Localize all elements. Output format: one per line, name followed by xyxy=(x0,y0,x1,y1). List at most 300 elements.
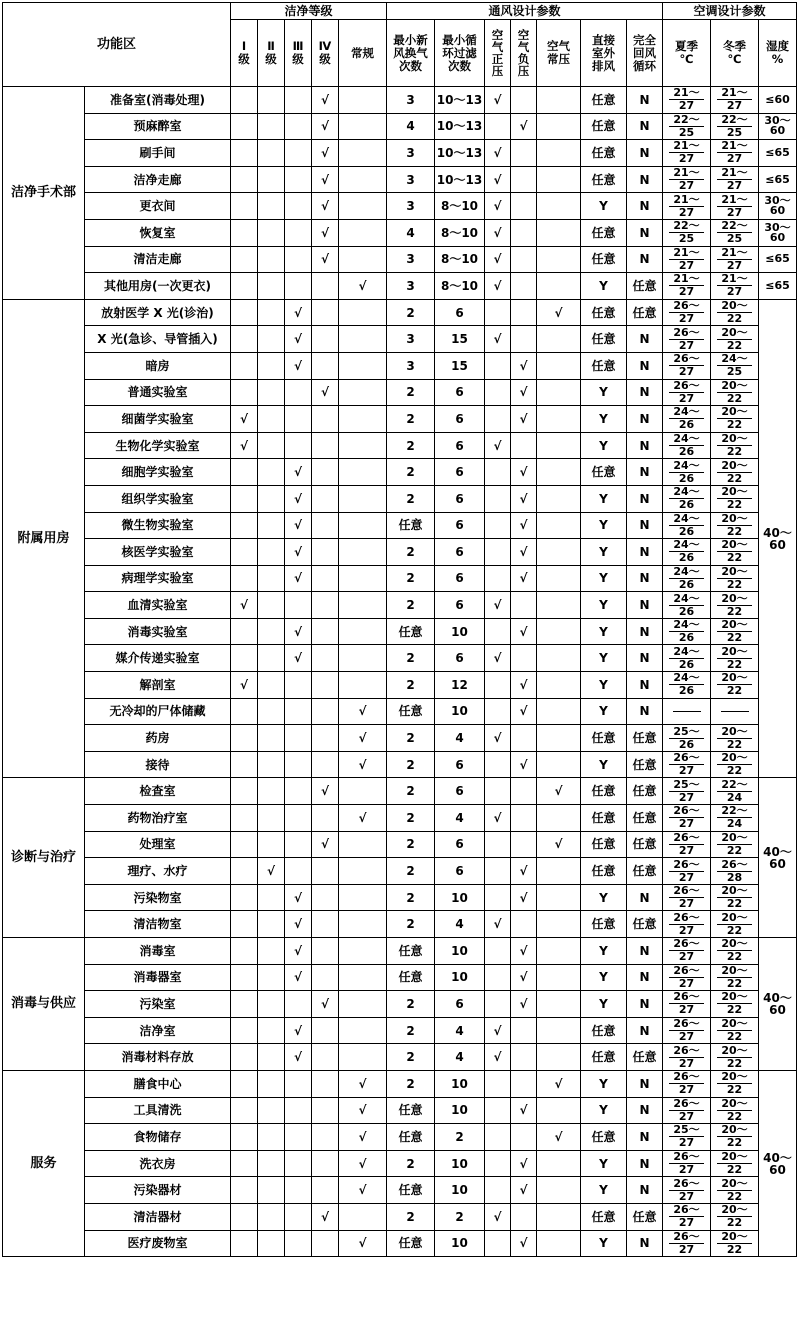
table-row xyxy=(3,299,797,326)
exhaust-cell: 任意 xyxy=(581,725,627,752)
pressure-cell xyxy=(511,805,537,832)
table-row xyxy=(3,379,797,406)
pressure-cell xyxy=(511,299,537,326)
summer-temp xyxy=(663,831,711,858)
dash-line xyxy=(673,711,701,712)
clean-level-cell xyxy=(258,432,285,459)
clean-level-cell: √ xyxy=(231,432,258,459)
recirc-cell: N xyxy=(627,166,663,193)
summer-temp xyxy=(663,406,711,433)
table-row xyxy=(3,1203,797,1230)
pressure-cell xyxy=(511,725,537,752)
exhaust-cell: 任意 xyxy=(581,87,627,114)
summer-temp xyxy=(663,299,711,326)
clean-level-cell xyxy=(231,1177,258,1204)
exhaust-cell: Y xyxy=(581,645,627,672)
temp-range-start: 24～ xyxy=(669,540,704,552)
clean-level-cell: √ xyxy=(231,592,258,619)
clean-level-cell xyxy=(231,991,258,1018)
clean-level-cell: √ xyxy=(339,273,387,300)
fresh-air-rate: 3 xyxy=(387,246,435,273)
room-name: 污染器材 xyxy=(85,1177,231,1204)
pressure-cell: √ xyxy=(485,911,511,938)
pressure-cell xyxy=(511,778,537,805)
clean-level-cell xyxy=(285,725,312,752)
temp-range-end: 27 xyxy=(678,338,695,352)
pressure-cell: √ xyxy=(511,379,537,406)
winter-temp xyxy=(711,273,759,300)
fresh-air-rate: 2 xyxy=(387,1070,435,1097)
clean-level-cell xyxy=(231,1150,258,1177)
clean-level-cell xyxy=(231,140,258,167)
temp-range-end: 26 xyxy=(678,657,695,671)
clean-level-cell: √ xyxy=(285,352,312,379)
pressure-cell xyxy=(485,698,511,725)
temp-range-end: 27 xyxy=(678,1163,695,1177)
temp-range-start: 21～ xyxy=(717,168,752,180)
winter-temp xyxy=(711,352,759,379)
temp-range-start: 20～ xyxy=(717,1205,752,1217)
temp-range-start: 25～ xyxy=(669,1125,704,1137)
pressure-cell: √ xyxy=(511,618,537,645)
exhaust-cell: Y xyxy=(581,1150,627,1177)
clean-level-cell xyxy=(258,1230,285,1257)
circulation-rate: 8～10 xyxy=(435,219,485,246)
pressure-cell xyxy=(537,219,581,246)
temp-range-end: 22 xyxy=(726,1030,743,1044)
clean-level-cell xyxy=(231,459,258,486)
temp-range-end: 24 xyxy=(726,790,743,804)
winter-temp xyxy=(711,725,759,752)
table-row xyxy=(3,805,797,832)
pressure-cell xyxy=(485,964,511,991)
clean-level-cell: √ xyxy=(312,87,339,114)
temp-range-end: 28 xyxy=(726,870,743,884)
temp-range-start: 20～ xyxy=(717,966,752,978)
clean-level-cell xyxy=(258,459,285,486)
clean-level-cell xyxy=(339,485,387,512)
header-column: 空气 常压 xyxy=(537,20,581,87)
exhaust-cell: 任意 xyxy=(581,459,627,486)
pressure-cell xyxy=(537,140,581,167)
room-name: 病理学实验室 xyxy=(85,565,231,592)
pressure-cell xyxy=(511,326,537,353)
pressure-cell xyxy=(511,831,537,858)
exhaust-cell: 任意 xyxy=(581,1044,627,1071)
header-group-vent: 通风设计参数 xyxy=(387,3,663,20)
table-row xyxy=(3,618,797,645)
circulation-rate: 6 xyxy=(435,991,485,1018)
temp-range-start: 20～ xyxy=(717,753,752,765)
pressure-cell xyxy=(485,1150,511,1177)
circulation-rate: 6 xyxy=(435,485,485,512)
humidity-cell: ≤65 xyxy=(759,166,797,193)
table-row xyxy=(3,1097,797,1124)
winter-temp xyxy=(711,831,759,858)
temp-range-start: 22～ xyxy=(717,780,752,792)
clean-level-cell xyxy=(312,512,339,539)
temp-range-end: 22 xyxy=(726,604,743,618)
pressure-cell xyxy=(485,884,511,911)
table-row xyxy=(3,1230,797,1257)
circulation-rate: 6 xyxy=(435,432,485,459)
recirc-cell: N xyxy=(627,379,663,406)
header-function-area: 功能区 xyxy=(3,3,231,87)
winter-temp xyxy=(711,193,759,220)
temp-range-start: 21～ xyxy=(669,248,704,260)
pressure-cell xyxy=(537,352,581,379)
temp-range-end: 26 xyxy=(678,737,695,751)
temp-range-start: 26～ xyxy=(669,753,704,765)
pressure-cell: √ xyxy=(511,938,537,965)
circulation-rate: 10 xyxy=(435,1230,485,1257)
circulation-rate: 10 xyxy=(435,1070,485,1097)
clean-level-cell xyxy=(258,1097,285,1124)
winter-temp xyxy=(711,1070,759,1097)
clean-level-cell: √ xyxy=(339,725,387,752)
room-name: 药房 xyxy=(85,725,231,752)
table-row xyxy=(3,672,797,699)
clean-level-cell xyxy=(285,991,312,1018)
temp-range-start: 24～ xyxy=(669,461,704,473)
clean-level-cell xyxy=(312,592,339,619)
clean-level-cell xyxy=(231,512,258,539)
summer-temp xyxy=(663,778,711,805)
temp-range-start: 20～ xyxy=(717,1232,752,1244)
clean-level-cell xyxy=(231,485,258,512)
clean-level-cell xyxy=(339,326,387,353)
clean-level-cell xyxy=(339,512,387,539)
clean-level-cell: √ xyxy=(285,964,312,991)
temp-range-start: 26～ xyxy=(669,301,704,313)
temp-range-start: 20～ xyxy=(717,1099,752,1111)
winter-temp xyxy=(711,1203,759,1230)
temp-range-start: 22～ xyxy=(717,115,752,127)
clean-level-cell xyxy=(339,219,387,246)
clean-level-cell xyxy=(258,246,285,273)
clean-level-cell xyxy=(312,938,339,965)
clean-level-cell: √ xyxy=(339,1070,387,1097)
clean-level-cell xyxy=(231,219,258,246)
temp-range-start: 20～ xyxy=(717,540,752,552)
temp-range-end: 22 xyxy=(726,1163,743,1177)
summer-temp xyxy=(663,273,711,300)
room-name: 消毒室 xyxy=(85,938,231,965)
clean-level-cell xyxy=(258,140,285,167)
temp-range-start: 26～ xyxy=(669,1179,704,1191)
temp-range-start: 26～ xyxy=(717,860,752,872)
pressure-cell: √ xyxy=(511,751,537,778)
table-row xyxy=(3,326,797,353)
clean-level-cell: √ xyxy=(285,485,312,512)
clean-level-cell xyxy=(339,193,387,220)
recirc-cell: N xyxy=(627,884,663,911)
recirc-cell: N xyxy=(627,193,663,220)
temp-range-start: 26～ xyxy=(669,1205,704,1217)
header-row-groups xyxy=(3,3,797,20)
pressure-cell xyxy=(537,565,581,592)
pressure-cell xyxy=(511,432,537,459)
clean-level-cell xyxy=(258,539,285,566)
exhaust-cell: 任意 xyxy=(581,166,627,193)
temp-range-start: 26～ xyxy=(669,1019,704,1031)
header-column: 空 气 负 压 xyxy=(511,20,537,87)
clean-level-cell xyxy=(285,778,312,805)
temp-range-end: 25 xyxy=(726,365,743,379)
pressure-cell xyxy=(485,831,511,858)
clean-level-cell xyxy=(339,565,387,592)
clean-level-cell xyxy=(285,1230,312,1257)
temp-range-end: 26 xyxy=(678,631,695,645)
exhaust-cell: Y xyxy=(581,432,627,459)
fresh-air-rate: 2 xyxy=(387,539,435,566)
clean-level-cell xyxy=(258,299,285,326)
clean-level-cell xyxy=(258,751,285,778)
header-column: 湿度 % xyxy=(759,20,797,87)
room-name: 无冷却的尸体储藏 xyxy=(85,698,231,725)
clean-level-cell xyxy=(258,1150,285,1177)
exhaust-cell: Y xyxy=(581,485,627,512)
summer-temp xyxy=(663,485,711,512)
temp-range-end: 27 xyxy=(678,1003,695,1017)
temp-range-start: 26～ xyxy=(669,1046,704,1058)
clean-level-cell: √ xyxy=(339,1230,387,1257)
recirc-cell: N xyxy=(627,991,663,1018)
temp-range-end: 27 xyxy=(726,258,743,272)
pressure-cell: √ xyxy=(537,1070,581,1097)
pressure-cell: √ xyxy=(511,964,537,991)
pressure-cell xyxy=(537,406,581,433)
temp-range-end: 27 xyxy=(678,1189,695,1203)
winter-temp xyxy=(711,406,759,433)
clean-level-cell xyxy=(285,1150,312,1177)
circulation-rate: 8～10 xyxy=(435,193,485,220)
clean-level-cell xyxy=(285,751,312,778)
temp-range-end: 26 xyxy=(678,551,695,565)
temp-range-start: 24～ xyxy=(669,407,704,419)
temp-range-end: 27 xyxy=(678,870,695,884)
clean-level-cell xyxy=(258,565,285,592)
winter-temp xyxy=(711,751,759,778)
circulation-rate: 10～13 xyxy=(435,113,485,140)
temp-range-end: 22 xyxy=(726,1242,743,1256)
pressure-cell xyxy=(511,645,537,672)
pressure-cell: √ xyxy=(485,273,511,300)
clean-level-cell xyxy=(231,831,258,858)
circulation-rate: 2 xyxy=(435,1203,485,1230)
clean-level-cell xyxy=(312,1070,339,1097)
summer-temp xyxy=(663,645,711,672)
clean-level-cell xyxy=(312,406,339,433)
winter-temp xyxy=(711,246,759,273)
clean-level-cell xyxy=(258,778,285,805)
room-name: 准备室(消毒处理) xyxy=(85,87,231,114)
table-row xyxy=(3,87,797,114)
room-name: 血清实验室 xyxy=(85,592,231,619)
fresh-air-rate: 2 xyxy=(387,858,435,885)
temp-range-end: 26 xyxy=(678,577,695,591)
fresh-air-rate: 2 xyxy=(387,1203,435,1230)
clean-level-cell xyxy=(231,1124,258,1151)
clean-level-cell xyxy=(339,858,387,885)
winter-temp xyxy=(711,219,759,246)
summer-temp xyxy=(663,725,711,752)
clean-level-cell xyxy=(231,113,258,140)
temp-range-start: 22～ xyxy=(717,221,752,233)
clean-level-cell xyxy=(285,219,312,246)
pressure-cell xyxy=(537,698,581,725)
clean-level-cell: √ xyxy=(312,831,339,858)
humidity-cell: ≤65 xyxy=(759,140,797,167)
exhaust-cell: 任意 xyxy=(581,1203,627,1230)
pressure-cell xyxy=(485,299,511,326)
pressure-cell: √ xyxy=(485,166,511,193)
table-row xyxy=(3,725,797,752)
table-row xyxy=(3,991,797,1018)
pressure-cell xyxy=(511,1044,537,1071)
pressure-cell: √ xyxy=(511,352,537,379)
fresh-air-rate: 3 xyxy=(387,166,435,193)
clean-level-cell xyxy=(258,406,285,433)
humidity-cell: 30～ 60 xyxy=(759,113,797,140)
exhaust-cell: 任意 xyxy=(581,831,627,858)
pressure-cell xyxy=(485,113,511,140)
fresh-air-rate: 3 xyxy=(387,273,435,300)
pressure-cell: √ xyxy=(511,512,537,539)
clean-level-cell xyxy=(258,911,285,938)
pressure-cell: √ xyxy=(511,991,537,1018)
clean-level-cell xyxy=(285,1177,312,1204)
exhaust-cell: Y xyxy=(581,1097,627,1124)
clean-level-cell xyxy=(231,645,258,672)
summer-temp xyxy=(663,698,711,725)
temp-range-start: 21～ xyxy=(669,274,704,286)
recirc-cell: N xyxy=(627,485,663,512)
temp-range-start: 20～ xyxy=(717,886,752,898)
temp-range-start: 21～ xyxy=(717,274,752,286)
clean-level-cell: √ xyxy=(258,858,285,885)
pressure-cell xyxy=(485,459,511,486)
temp-range-end: 25 xyxy=(726,125,743,139)
clean-level-cell xyxy=(312,485,339,512)
fresh-air-rate: 2 xyxy=(387,432,435,459)
pressure-cell xyxy=(511,1124,537,1151)
clean-level-cell xyxy=(285,193,312,220)
clean-level-cell xyxy=(231,379,258,406)
fresh-air-rate: 2 xyxy=(387,406,435,433)
clean-level-cell xyxy=(285,672,312,699)
fresh-air-rate: 2 xyxy=(387,485,435,512)
winter-temp xyxy=(711,1150,759,1177)
temp-range-start: 26～ xyxy=(669,860,704,872)
recirc-cell: 任意 xyxy=(627,778,663,805)
fresh-air-rate: 2 xyxy=(387,751,435,778)
pressure-cell xyxy=(537,911,581,938)
table-row xyxy=(3,778,797,805)
room-name: 清洁走廊 xyxy=(85,246,231,273)
clean-level-cell: √ xyxy=(312,166,339,193)
summer-temp xyxy=(663,1150,711,1177)
summer-temp xyxy=(663,1017,711,1044)
temp-range-end: 26 xyxy=(678,445,695,459)
exhaust-cell: Y xyxy=(581,938,627,965)
exhaust-cell: Y xyxy=(581,884,627,911)
room-name: 微生物实验室 xyxy=(85,512,231,539)
fresh-air-rate: 任意 xyxy=(387,1097,435,1124)
pressure-cell xyxy=(485,672,511,699)
pressure-cell: √ xyxy=(511,858,537,885)
pressure-cell xyxy=(537,539,581,566)
temp-range-end: 27 xyxy=(678,205,695,219)
group-label: 服务 xyxy=(3,1070,85,1256)
recirc-cell: N xyxy=(627,672,663,699)
summer-temp xyxy=(663,166,711,193)
pressure-cell: √ xyxy=(485,1044,511,1071)
fresh-air-rate: 2 xyxy=(387,1044,435,1071)
temp-range-end: 27 xyxy=(678,391,695,405)
winter-temp xyxy=(711,672,759,699)
circulation-rate: 15 xyxy=(435,352,485,379)
temp-range-start: 20～ xyxy=(717,647,752,659)
circulation-rate: 15 xyxy=(435,326,485,353)
temp-range-start: 26～ xyxy=(669,939,704,951)
pressure-cell: √ xyxy=(485,140,511,167)
clean-level-cell xyxy=(258,938,285,965)
winter-temp xyxy=(711,459,759,486)
clean-level-cell xyxy=(339,938,387,965)
clean-level-cell xyxy=(312,352,339,379)
clean-level-cell xyxy=(231,751,258,778)
clean-level-cell xyxy=(258,1070,285,1097)
clean-level-cell: √ xyxy=(339,751,387,778)
temp-range-start: 22～ xyxy=(669,221,704,233)
recirc-cell: N xyxy=(627,512,663,539)
clean-level-cell xyxy=(231,1230,258,1257)
pressure-cell xyxy=(537,1017,581,1044)
temp-range-start: 21～ xyxy=(669,88,704,100)
clean-level-cell: √ xyxy=(339,1097,387,1124)
pressure-cell xyxy=(485,1097,511,1124)
clean-level-cell xyxy=(312,725,339,752)
clean-level-cell xyxy=(231,246,258,273)
clean-level-cell xyxy=(285,698,312,725)
table-row xyxy=(3,1177,797,1204)
fresh-air-rate: 3 xyxy=(387,326,435,353)
temp-range-start: 24～ xyxy=(669,647,704,659)
clean-level-cell xyxy=(339,645,387,672)
circulation-rate: 10～13 xyxy=(435,166,485,193)
clean-level-cell: √ xyxy=(312,219,339,246)
room-name: 细菌学实验室 xyxy=(85,406,231,433)
temp-range-end: 27 xyxy=(678,897,695,911)
recirc-cell: N xyxy=(627,964,663,991)
circulation-rate: 10 xyxy=(435,938,485,965)
clean-level-cell xyxy=(285,1070,312,1097)
humidity-cell: 40～ 60 xyxy=(759,938,797,1071)
exhaust-cell: Y xyxy=(581,273,627,300)
pressure-cell: √ xyxy=(511,539,537,566)
clean-level-cell: √ xyxy=(312,1203,339,1230)
pressure-cell: √ xyxy=(537,299,581,326)
circulation-rate: 6 xyxy=(435,565,485,592)
pressure-cell xyxy=(537,1230,581,1257)
humidity-cell: 40～ 60 xyxy=(759,1070,797,1256)
temp-range-start: 24～ xyxy=(669,487,704,499)
exhaust-cell: 任意 xyxy=(581,778,627,805)
clean-level-cell xyxy=(231,858,258,885)
fresh-air-rate: 2 xyxy=(387,379,435,406)
clean-level-cell xyxy=(258,831,285,858)
